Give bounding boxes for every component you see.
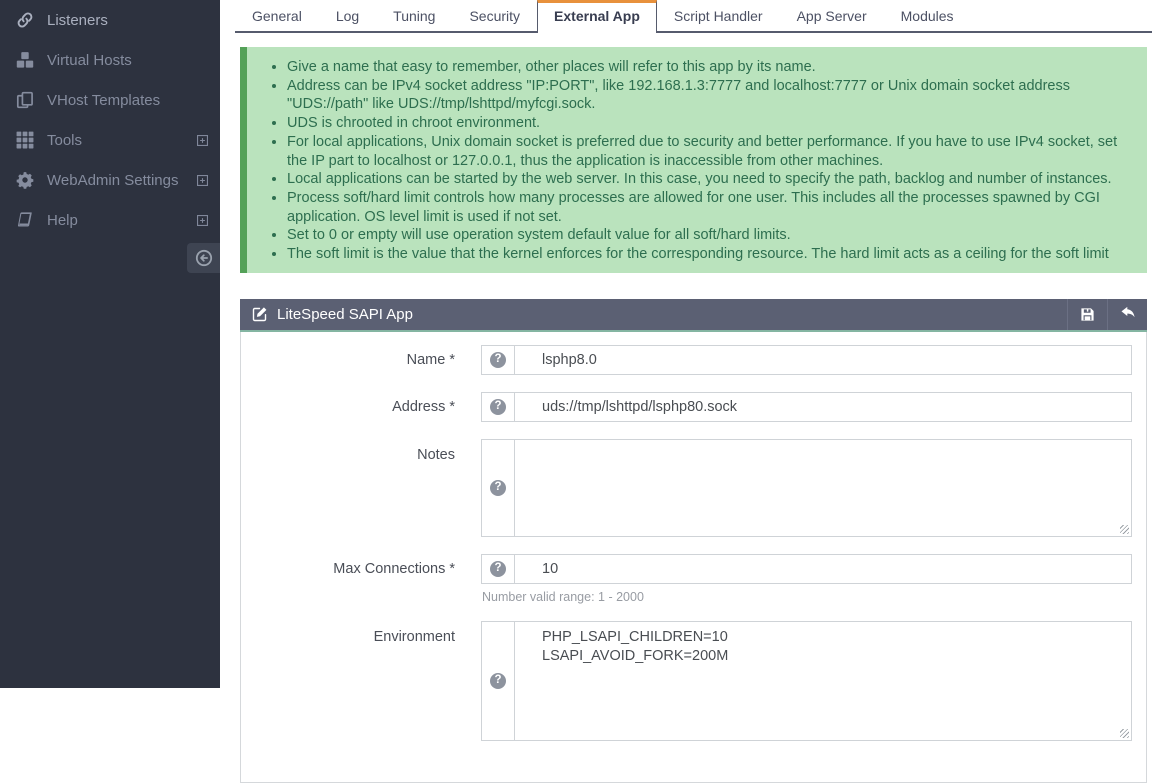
expand-icon (197, 215, 208, 226)
field-row-address (241, 392, 1146, 422)
tab-tuning[interactable]: Tuning (393, 8, 436, 24)
sidebar-item-listeners[interactable] (0, 0, 220, 40)
sidebar-item-label: Listeners (47, 11, 108, 29)
sidebar (0, 0, 220, 688)
arrow-circle-left-icon (195, 249, 213, 267)
tab-log[interactable]: Log (335, 8, 360, 24)
address-label: Address * (392, 398, 455, 415)
max-connections-help-button[interactable] (482, 555, 515, 583)
gear-icon (15, 171, 34, 190)
tab-modules[interactable]: Modules (900, 8, 954, 24)
sidebar-item-label: Help (47, 211, 78, 229)
copy-icon (15, 91, 34, 110)
field-row-name (241, 345, 1146, 375)
info-bullet: • Give a name that easy to remember, other places will refer to this app by its name. (287, 58, 1133, 77)
info-bullet: • UDS is chrooted in chroot environment. (287, 114, 1133, 133)
question-circle-icon: ? (490, 399, 506, 415)
sidebar-item-virtual-hosts[interactable] (0, 40, 220, 80)
sidebar-item-label: Tools (47, 131, 83, 149)
cubes-icon (15, 51, 34, 70)
info-bullet: • Process soft/hard limit controls how many processes are allowed for one user. This includes all the processes spawned by CGI application. OS level limit is used if not set. (287, 189, 1133, 226)
max-connections-label: Max Connections * (333, 560, 455, 577)
textarea-resize-handle[interactable] (1120, 729, 1129, 738)
sidebar-item-tools[interactable] (0, 120, 220, 160)
expand-icon (197, 135, 208, 146)
expand-icon (197, 175, 208, 186)
name-help-button[interactable] (482, 346, 515, 374)
sidebar-item-label: VHost Templates (47, 91, 161, 109)
name-label: Name * (406, 351, 455, 368)
undo-arrow-icon (1120, 306, 1136, 322)
sidebar-collapse-row (0, 243, 220, 273)
info-bullet: • The soft limit is the value that the kernel enforces for the corresponding resource. The hard limit acts as a ceiling for the soft limit (287, 245, 1133, 264)
tab-general[interactable]: General (252, 8, 302, 24)
environment-field[interactable] (515, 622, 1131, 740)
field-row-notes (241, 439, 1146, 537)
tab-script-handler[interactable]: Script Handler (673, 8, 763, 24)
undo-button[interactable] (1107, 299, 1147, 330)
sidebar-item-label: WebAdmin Settings (47, 171, 179, 189)
panel-header (240, 299, 1147, 332)
save-button[interactable] (1067, 299, 1107, 330)
max-connections-control (481, 554, 1132, 604)
tab-external-app[interactable]: External App (537, 0, 657, 33)
address-field[interactable] (515, 393, 1131, 421)
max-connections-helper-text: Number valid range: 1 - 2000 (482, 589, 644, 604)
question-circle-icon: ? (490, 673, 506, 689)
name-control (481, 345, 1132, 375)
panel-body (241, 332, 1146, 782)
address-help-button[interactable] (482, 393, 515, 421)
environment-label: Environment (373, 628, 455, 645)
notes-field[interactable] (515, 440, 1131, 536)
max-connections-field[interactable] (515, 555, 1131, 583)
sapi-app-panel (240, 299, 1147, 783)
info-box (240, 47, 1147, 273)
question-circle-icon: ? (490, 480, 506, 496)
environment-control (481, 621, 1132, 741)
info-bullet: • Set to 0 or empty will use operation system default value for all soft/hard limits. (287, 226, 1133, 245)
panel-title (240, 299, 413, 330)
sidebar-collapse-button[interactable] (187, 243, 220, 273)
max-connections-input-group (481, 554, 1132, 584)
environment-input-group (481, 621, 1132, 741)
question-circle-icon: ? (490, 352, 506, 368)
environment-help-button[interactable] (482, 622, 515, 740)
main-content (220, 0, 1159, 688)
notes-help-button[interactable] (482, 440, 515, 536)
link-icon (15, 11, 34, 30)
save-icon (1080, 307, 1095, 322)
field-row-max-connections (241, 554, 1146, 604)
book-icon (15, 211, 34, 230)
panel-actions (1067, 299, 1147, 330)
grid-icon (15, 131, 34, 150)
field-row-environment (241, 621, 1146, 741)
info-bullet: • Local applications can be started by the web server. In this case, you need to specify the path, backlog and number of instances. (287, 170, 1133, 189)
address-input-group (481, 392, 1132, 422)
name-input-group (481, 345, 1132, 375)
tab-bar (235, 0, 1152, 33)
sidebar-item-webadmin-settings[interactable] (0, 160, 220, 200)
sidebar-item-vhost-templates[interactable] (0, 80, 220, 120)
info-bullet-list (247, 58, 1133, 264)
info-bullet: • Address can be IPv4 socket address "IP:PORT", like 192.168.1.3:7777 and localhost:7777 or Unix domain socket address "UDS://path" like UDS://tmp/lshttpd/myfcgi.sock. (287, 77, 1133, 114)
tab-security[interactable]: Security (469, 8, 521, 24)
content-area (240, 47, 1147, 783)
address-control (481, 392, 1132, 422)
name-field[interactable] (515, 346, 1131, 374)
textarea-resize-handle[interactable] (1120, 525, 1129, 534)
sidebar-item-help[interactable] (0, 200, 220, 240)
notes-input-group (481, 439, 1132, 537)
notes-control (481, 439, 1132, 537)
panel-title-text: LiteSpeed SAPI App (277, 305, 413, 323)
edit-icon (252, 306, 268, 322)
sidebar-item-label: Virtual Hosts (47, 51, 132, 69)
info-bullet: • For local applications, Unix domain socket is preferred due to security and better performance. If you have to use IPv4 socket, set the IP part to localhost or 127.0.0.1, thus the application is inaccessible from other machines. (287, 133, 1133, 170)
notes-label: Notes (417, 446, 455, 463)
tab-app-server[interactable]: App Server (796, 8, 867, 24)
question-circle-icon: ? (490, 561, 506, 577)
